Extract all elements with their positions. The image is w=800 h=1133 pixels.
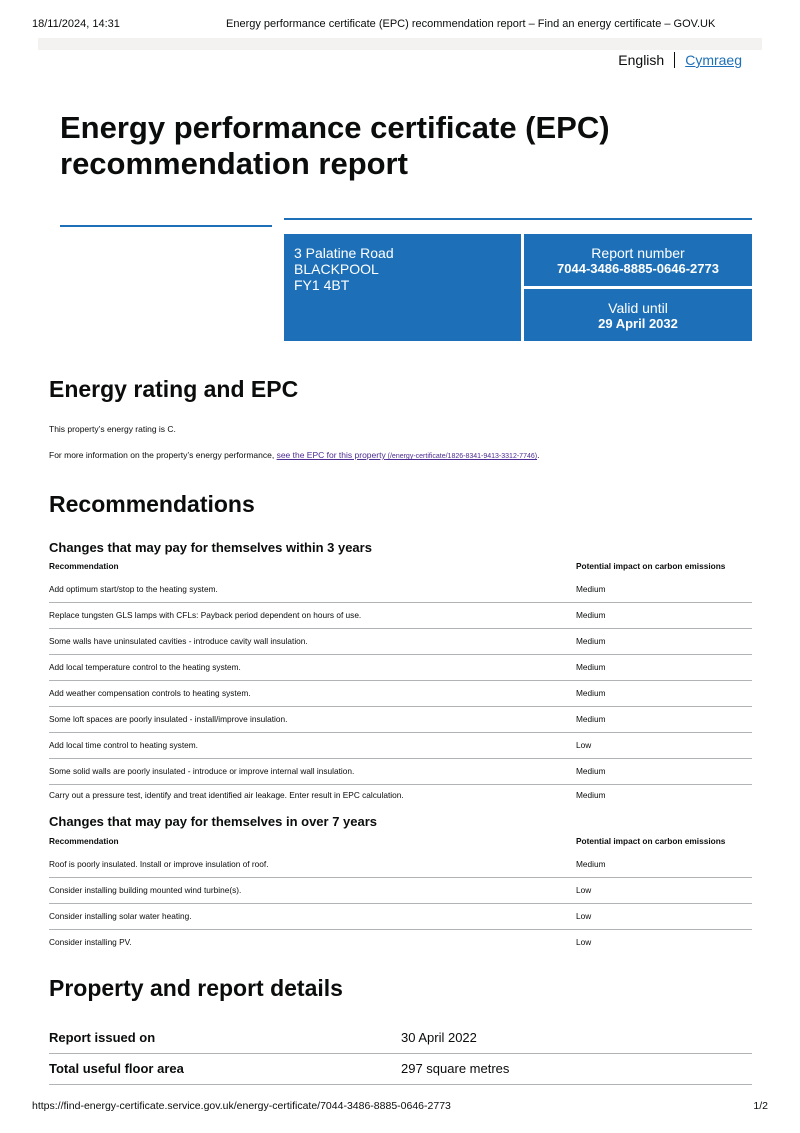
epc-info-text xyxy=(49,450,539,460)
recommendations-table-2 xyxy=(49,835,752,955)
details-key: Report issued on xyxy=(49,1022,401,1053)
col-recommendation: Recommendation xyxy=(49,836,119,846)
impact-value: Low xyxy=(576,929,752,955)
recommendation-text: Consider installing PV. xyxy=(49,929,576,955)
impact-value: Medium xyxy=(576,654,752,680)
table-row xyxy=(49,576,752,602)
recommendation-text: Add local temperature control to the heating system. xyxy=(49,654,576,680)
energy-rating-heading: Energy rating and EPC xyxy=(49,376,299,402)
recommendation-text: Add local time control to heating system. xyxy=(49,732,576,758)
language-english: English xyxy=(618,52,665,68)
impact-value: Medium xyxy=(576,784,752,806)
address-line2: BLACKPOOL xyxy=(294,261,379,277)
epc-info-prefix: For more information on the property’s energy performance, xyxy=(49,450,277,460)
language-welsh-link[interactable]: Cymraeg xyxy=(685,52,742,68)
details-value: 30 April 2022 xyxy=(401,1022,752,1053)
valid-until-label: Valid until xyxy=(608,300,668,316)
print-timestamp: 18/11/2024, 14:31 xyxy=(32,18,120,30)
group1-heading: Changes that may pay for themselves within 3 years xyxy=(49,540,372,555)
recommendations-heading: Recommendations xyxy=(49,491,255,517)
details-key: Total useful floor area xyxy=(49,1053,401,1084)
table-row xyxy=(49,680,752,706)
report-number-label: Report number xyxy=(591,245,685,261)
impact-value: Medium xyxy=(576,602,752,628)
recommendation-text: Carry out a pressure test, identify and treat identified air leakage. Enter result in EPC calculation. xyxy=(49,784,576,806)
details-row xyxy=(49,1022,752,1053)
print-title: Energy performance certificate (EPC) recommendation report – Find an energy certificate – GOV.UK xyxy=(226,18,716,30)
details-row xyxy=(49,1053,752,1084)
table-row xyxy=(49,628,752,654)
impact-value: Low xyxy=(576,877,752,903)
language-separator xyxy=(674,52,675,68)
col-recommendation: Recommendation xyxy=(49,561,119,571)
table-row xyxy=(49,929,752,955)
table-row xyxy=(49,851,752,877)
recommendation-text: Some solid walls are poorly insulated - introduce or improve internal wall insulation. xyxy=(49,758,576,784)
address-line1: 3 Palatine Road xyxy=(294,245,394,261)
recommendation-text: Some walls have uninsulated cavities - introduce cavity wall insulation. xyxy=(49,628,576,654)
report-number-value: 7044-3486-8885-0646-2773 xyxy=(557,261,719,276)
language-switcher xyxy=(618,52,742,68)
impact-value: Medium xyxy=(576,583,606,594)
table-row xyxy=(49,784,752,806)
property-details-heading: Property and report details xyxy=(49,975,343,1001)
table-row xyxy=(49,732,752,758)
impact-value: Medium xyxy=(576,680,752,706)
epc-link[interactable] xyxy=(277,450,538,460)
table-row xyxy=(49,758,752,784)
details-value: 297 square metres xyxy=(401,1053,752,1084)
recommendation-text: Add optimum start/stop to the heating system. xyxy=(49,583,218,594)
table-row xyxy=(49,654,752,680)
impact-value: Medium xyxy=(576,858,606,869)
valid-until-value: 29 April 2032 xyxy=(598,316,678,331)
energy-rating-text: This property’s energy rating is C. xyxy=(49,424,176,434)
divider-right xyxy=(284,218,752,220)
col-impact: Potential impact on carbon emissions xyxy=(576,836,726,846)
epc-link-text: see the EPC for this property xyxy=(276,450,386,460)
recommendation-text: Roof is poorly insulated. Install or improve insulation of roof. xyxy=(49,858,269,869)
epc-link-href: (/energy-certificate/1826-8341-9413-3312-7746) xyxy=(385,453,538,460)
recommendation-text: Add weather compensation controls to heating system. xyxy=(49,680,576,706)
header-band xyxy=(38,38,762,50)
recommendation-text: Some loft spaces are poorly insulated - install/improve insulation. xyxy=(49,706,576,732)
divider-left xyxy=(60,225,272,227)
impact-value: Low xyxy=(576,903,752,929)
impact-value: Medium xyxy=(576,628,752,654)
table-row xyxy=(49,877,752,903)
report-number-panel xyxy=(524,234,752,286)
address-line3: FY1 4BT xyxy=(294,277,350,293)
group2-heading: Changes that may pay for themselves in over 7 years xyxy=(49,814,378,829)
recommendation-text: Consider installing building mounted wind turbine(s). xyxy=(49,877,576,903)
table-row xyxy=(49,706,752,732)
table-row xyxy=(49,602,752,628)
epc-info-suffix: . xyxy=(537,450,540,460)
print-header xyxy=(0,18,800,34)
address-panel xyxy=(284,234,521,341)
property-details-table xyxy=(49,1022,752,1085)
col-impact: Potential impact on carbon emissions xyxy=(576,561,726,571)
table-header-row xyxy=(49,835,752,851)
impact-value: Medium xyxy=(576,758,752,784)
page-title: Energy performance certificate (EPC) recommendation report xyxy=(60,110,610,181)
recommendation-text: Replace tungsten GLS lamps with CFLs: Payback period dependent on hours of use. xyxy=(49,602,576,628)
table-row xyxy=(49,903,752,929)
page-number: 1/2 xyxy=(753,1100,768,1112)
impact-value: Low xyxy=(576,732,752,758)
print-url: https://find-energy-certificate.service.gov.uk/energy-certificate/7044-3486-8885-0646-2773 xyxy=(32,1100,451,1112)
impact-value: Medium xyxy=(576,706,752,732)
recommendations-table-1 xyxy=(49,560,752,806)
recommendation-text: Consider installing solar water heating. xyxy=(49,903,576,929)
valid-until-panel xyxy=(524,289,752,341)
table-header-row xyxy=(49,560,752,576)
